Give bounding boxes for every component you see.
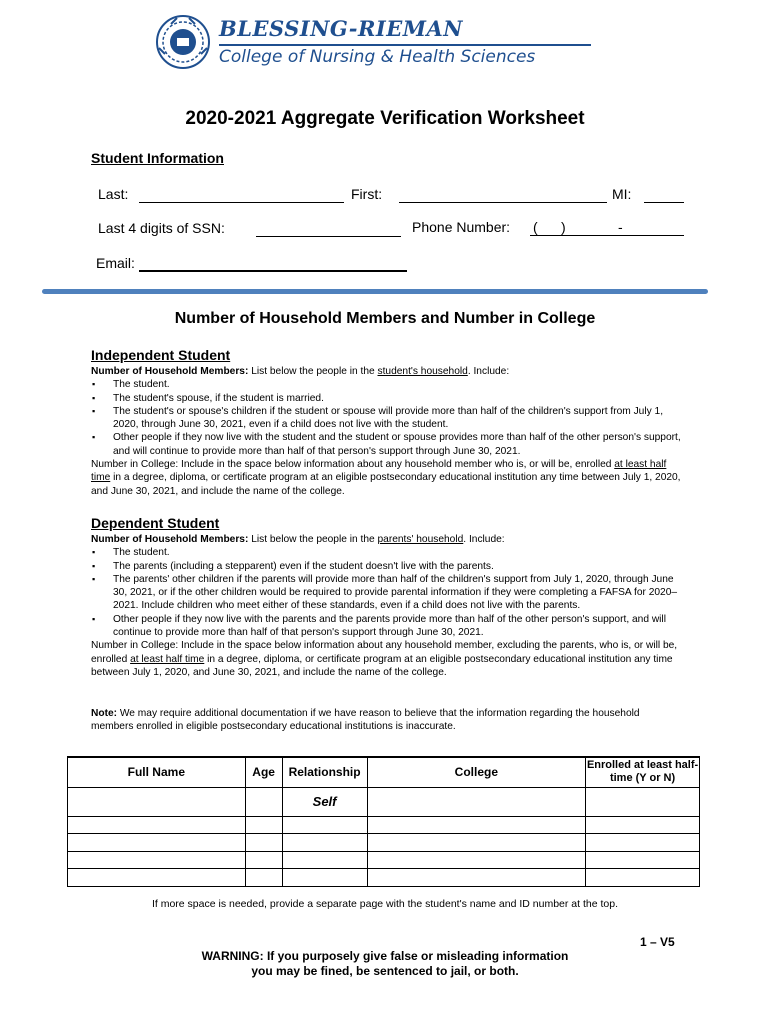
first-name-field[interactable]	[399, 202, 607, 203]
independent-student-heading: Independent Student	[91, 347, 231, 363]
table-cell[interactable]	[282, 851, 367, 869]
ssn-field[interactable]	[256, 236, 401, 237]
mi-label: MI:	[612, 186, 632, 202]
warning-text: WARNING: If you purposely give false or misleading information you may be fined, be sentenced to jail, or both.	[201, 949, 569, 978]
list-item: ▪ The student's or spouse's children if the student or spouse will provide more than half of the children's support from July 1, 2020, through June 30, 2021, even if a child does not live with the student.	[91, 405, 681, 432]
table-cell[interactable]	[68, 834, 246, 852]
table-cell[interactable]	[367, 851, 586, 869]
table-cell[interactable]	[68, 816, 246, 834]
table-cell[interactable]	[282, 834, 367, 852]
table-cell[interactable]	[245, 869, 282, 887]
table-cell[interactable]	[245, 787, 282, 816]
table-cell[interactable]	[586, 787, 700, 816]
dependent-number-in-college: Number in College: Include in the space below information about any household member, excluding the parents, who is, or will be, enrolled at least half time in a degree, diploma, or certificate program at an eligible postsecondary educational institution any time between July 1, 2020, and June 30, 2021, and include the name of the college.	[91, 640, 678, 678]
self-relationship-cell: Self	[282, 787, 367, 816]
col-enrolled: Enrolled at least half-time (Y or N)	[586, 757, 700, 787]
email-field[interactable]	[139, 270, 407, 272]
table-row	[68, 834, 700, 852]
col-full-name: Full Name	[68, 757, 246, 787]
table-cell[interactable]	[245, 851, 282, 869]
table-cell[interactable]	[367, 834, 586, 852]
table-cell[interactable]	[245, 834, 282, 852]
table-cell[interactable]	[367, 787, 586, 816]
table-row	[68, 816, 700, 834]
page-number: 1 – V5	[640, 935, 675, 949]
table-cell[interactable]	[586, 834, 700, 852]
col-age: Age	[245, 757, 282, 787]
note-text: Note: We may require additional documentation if we have reason to believe that the information regarding the household members enrolled in eligible postsecondary educational institutions is inaccurate.	[91, 708, 640, 733]
page-title: 2020-2021 Aggregate Verification Worksheet	[185, 108, 585, 129]
dependent-student-text: Number of Household Members: List below the people in the parents' household. Include: ▪ The student. ▪ The parents (including a stepparent) even if the student doesn't live with the parents. ▪ The parents' other children if the parents will provide more than half of the children's support from July 1, 2020, through June 30, 2021, or if the other children would be required to provide parental information if they were completing a FAFSA for 2020–2021. Include children who meet either of these standards, even if a child does not live with the parents. ▪ Other people if they now live with the parents and the parents provide more than half of the other person's support, and will continue to provide more than half of that person's support through June 30, 2021. Number in College: Include in the space below information about any household member, excluding the parents, who is, or will be, enrolled at least half time in a degree, diploma, or certificate program at an eligible postsecondary educational institution any time between July 1, 2020, and June 30, 2021, and include the name of the college.	[91, 533, 681, 679]
table-row	[68, 787, 700, 816]
household-members-table	[67, 756, 700, 887]
table-header-row	[68, 757, 700, 787]
dependent-intro-label: Number of Household Members:	[91, 534, 249, 545]
table-cell[interactable]	[68, 851, 246, 869]
last-label: Last:	[98, 186, 129, 202]
table-cell[interactable]	[245, 816, 282, 834]
phone-label: Phone Number:	[412, 219, 511, 235]
dependent-student-heading: Dependent Student	[91, 515, 220, 531]
college-seal-icon	[155, 14, 211, 70]
table-cell[interactable]	[586, 869, 700, 887]
list-item: ▪ Other people if they now live with the parents and the parents provide more than half of the other person's support, and will continue to provide more than half of that person's support through June 30, 2021.	[91, 613, 681, 640]
list-item: ▪ The student's spouse, if the student is married.	[91, 392, 681, 405]
phone-field[interactable]	[530, 235, 684, 236]
list-item: ▪ The student.	[91, 546, 681, 559]
table-row	[68, 851, 700, 869]
dependent-include-list	[91, 546, 681, 639]
list-item: ▪ The student.	[91, 378, 681, 391]
table-cell[interactable]	[68, 787, 246, 816]
student-info-heading: Student Information	[91, 150, 224, 166]
table-cell[interactable]	[282, 869, 367, 887]
table-cell[interactable]	[586, 851, 700, 869]
table-cell[interactable]	[367, 816, 586, 834]
col-college: College	[367, 757, 586, 787]
list-item: ▪ The parents' other children if the parents will provide more than half of the children's support from July 1, 2020, through June 30, 2021, or if the other children would be required to provide parental information if they were completing a FAFSA for 2020–2021. Include children who meet either of these standards, even if a child does not live with the parents.	[91, 573, 681, 613]
institution-name: BLESSING-RIEMAN	[219, 16, 463, 41]
independent-student-text: Number of Household Members: List below the people in the student's household. Include: ▪ The student. ▪ The student's spouse, if the student is married. ▪ The student's or spouse's children if the student or spouse will provide more than half of the children's support from July 1, 2020, through June 30, 2021, even if a child does not live with the student. ▪ Other people if they now live with the student and the student or spouse provides more than half of the other person's support, and will continue to provide more than half of that person's support through June 30, 2021. Number in College: Include in the space below information about any household member who is, or will be, enrolled at least half time in a degree, diploma, or certificate program at an eligible postsecondary educational institution any time between July 1, 2020, and June 30, 2021, and include the name of the college.	[91, 365, 681, 498]
email-label: Email:	[96, 255, 135, 271]
independent-include-list	[91, 378, 681, 458]
college-name: College of Nursing & Health Sciences	[219, 47, 536, 67]
table-cell[interactable]	[586, 816, 700, 834]
logo-rule	[219, 44, 591, 46]
college-logo	[155, 14, 615, 72]
independent-intro-label: Number of Household Members:	[91, 366, 249, 377]
col-relationship: Relationship	[282, 757, 367, 787]
footnote: If more space is needed, provide a separate page with the student's name and ID number at the top.	[151, 898, 619, 910]
table-cell[interactable]	[68, 869, 246, 887]
table-row	[68, 869, 700, 887]
last-name-field[interactable]	[139, 202, 344, 203]
section-divider	[42, 289, 708, 294]
ssn-label: Last 4 digits of SSN:	[98, 220, 225, 236]
mi-field[interactable]	[644, 202, 684, 203]
table-cell[interactable]	[367, 869, 586, 887]
household-section-title: Number of Household Members and Number in College	[174, 310, 596, 327]
list-item: ▪ Other people if they now live with the student and the student or spouse provides more than half of the other person's support, and will continue to provide more than half of that person's support through June 30, 2021.	[91, 431, 681, 458]
table-cell[interactable]	[282, 816, 367, 834]
list-item: ▪ The parents (including a stepparent) even if the student doesn't live with the parents.	[91, 560, 681, 573]
phone-area-code: ( )	[533, 219, 566, 235]
independent-number-in-college: Number in College: Include in the space below information about any household member who is, or will be, enrolled at least half time in a degree, diploma, or certificate program at an eligible postsecondary educational institution any time between July 1, 2020, and June 30, 2021, and include the name of the college.	[91, 459, 681, 497]
phone-dash: -	[618, 219, 623, 235]
first-label: First:	[351, 186, 383, 202]
